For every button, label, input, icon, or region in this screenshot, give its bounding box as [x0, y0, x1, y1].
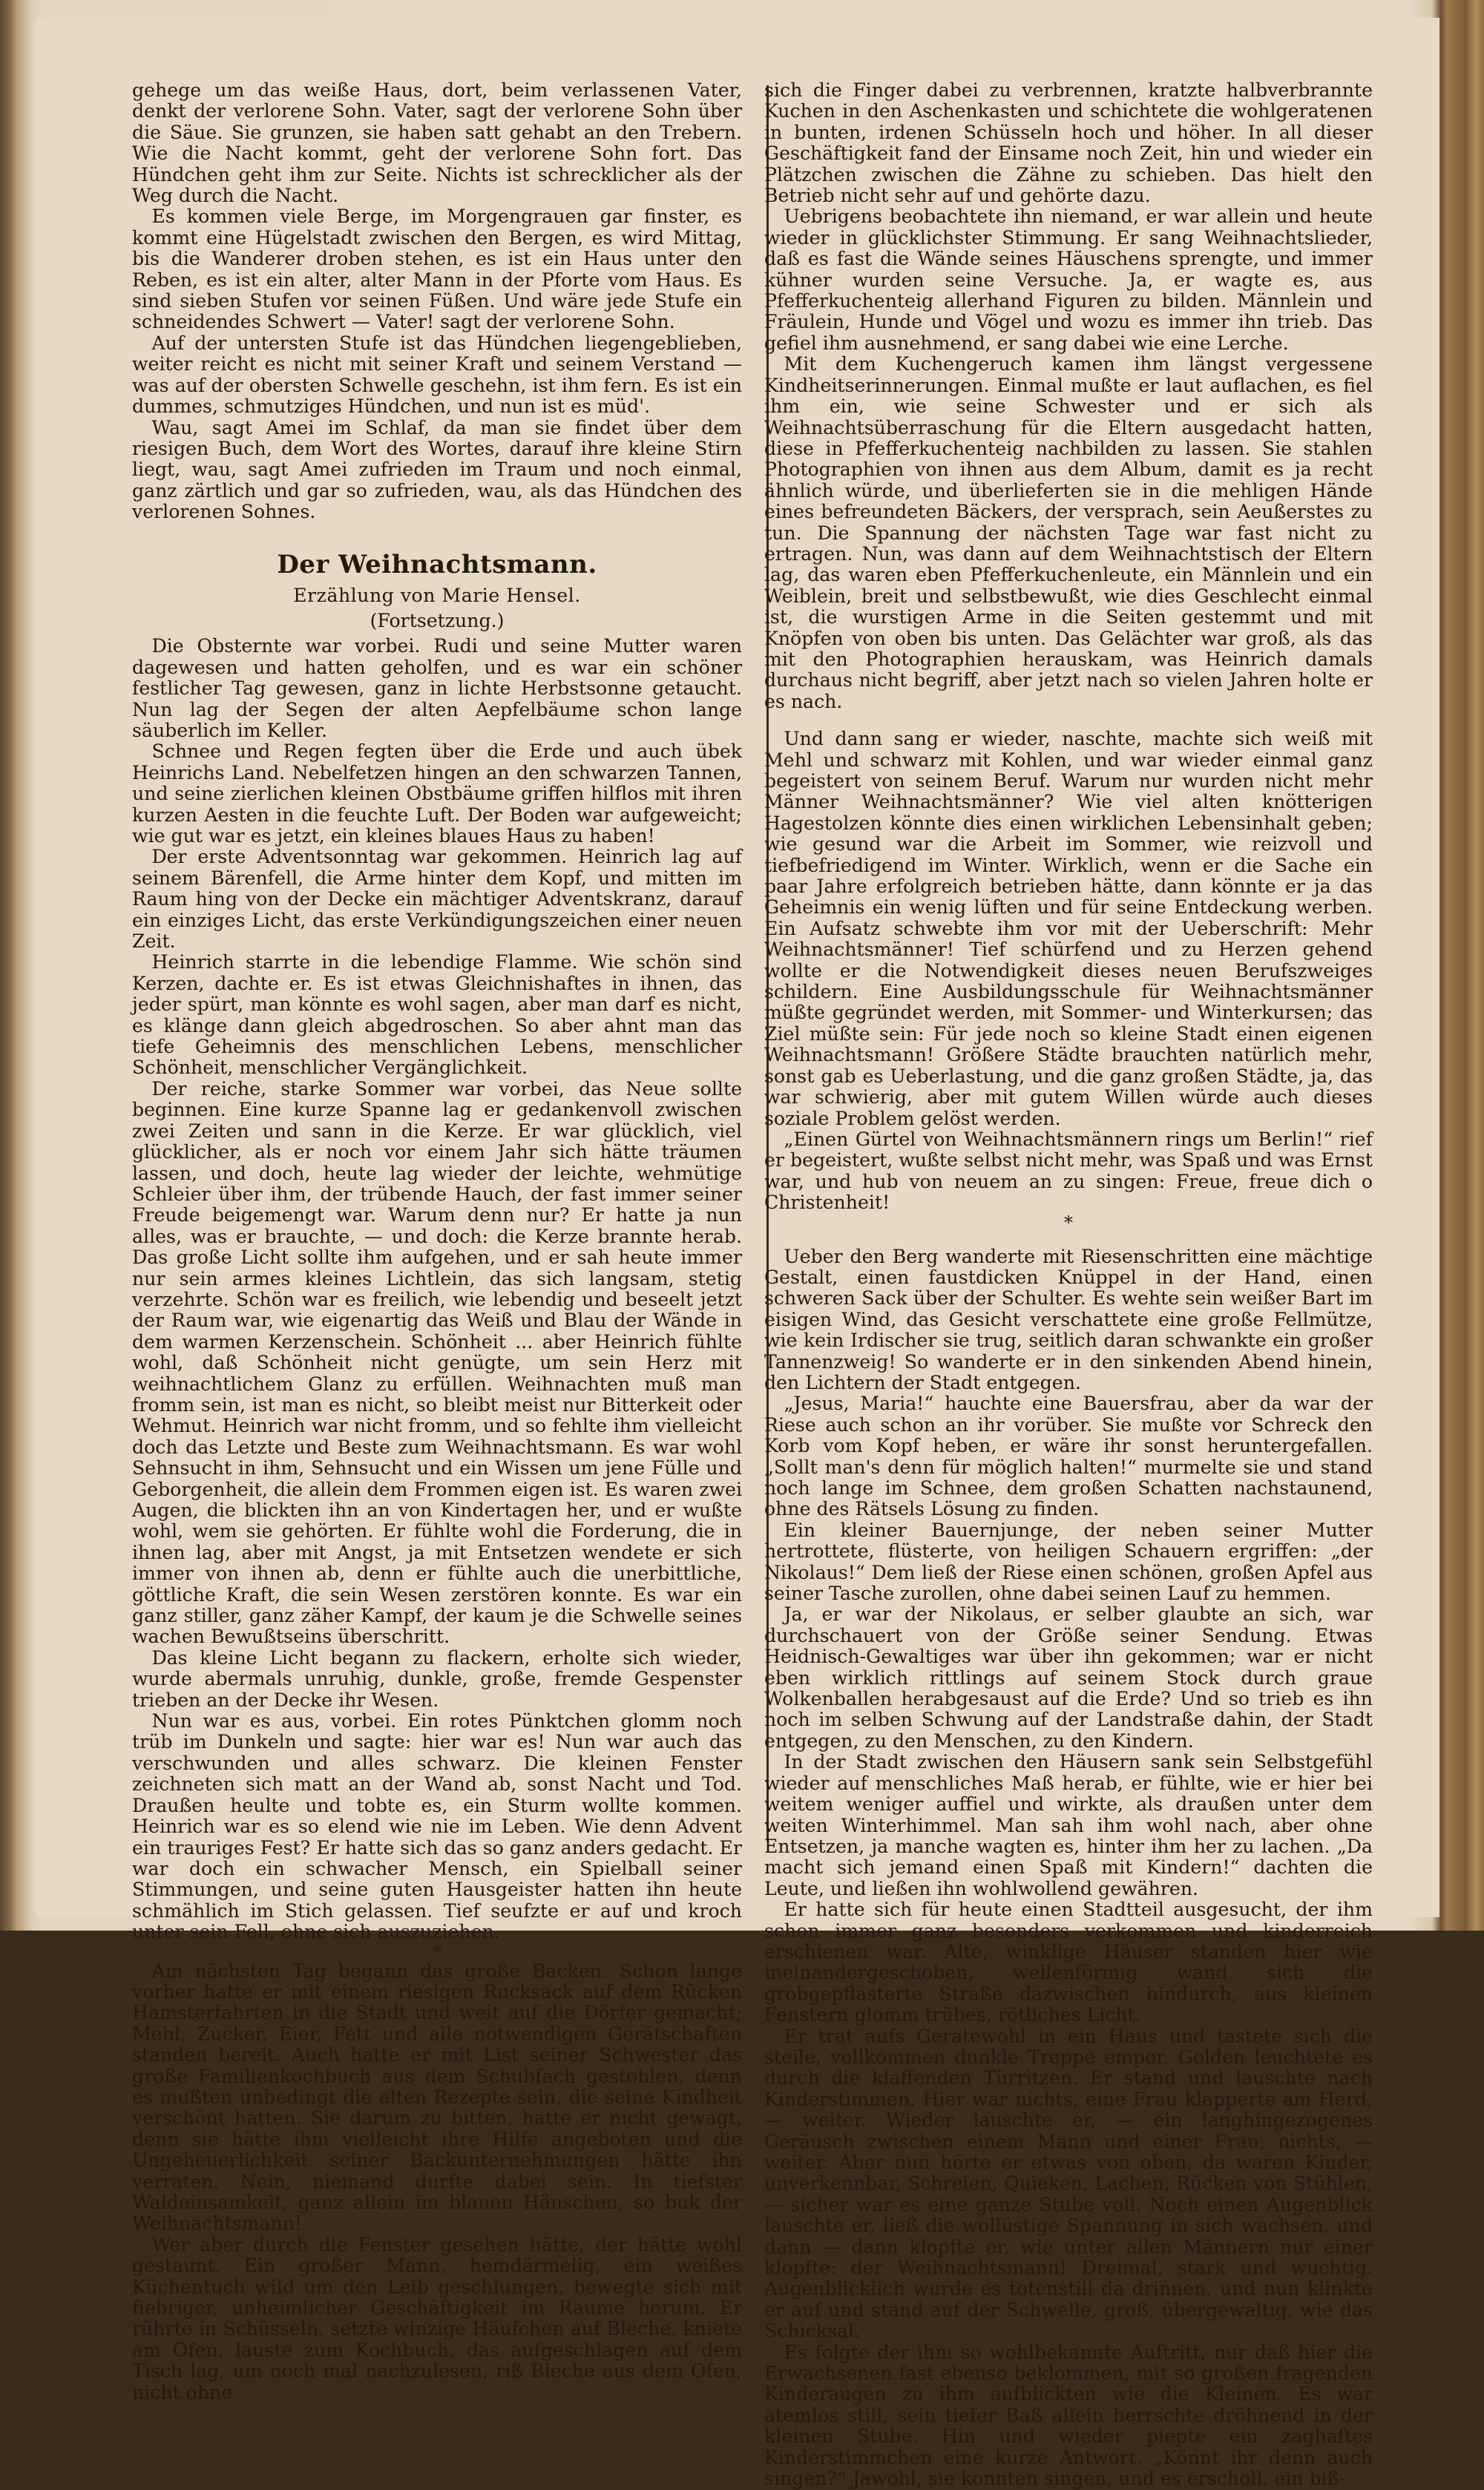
left-column: [132, 79, 742, 2403]
story-author: Erzählung von Marie Hensel.: [293, 584, 581, 606]
section-divider: *: [433, 1941, 441, 1962]
paragraph: sich die Finger dabei zu verbrennen, kratzte halbverbrannte Kuchen in den Aschenkasten und schichtete die wohlgeratenen in bunten, irdenen Schüsseln hoch und höher. In all dieser Geschäftigkeit fand der Einsame noch Zeit, hin und wieder ein Plätzchen zwischen die Zähne zu schieben. Das hielt den Betrieb nicht sehr auf und gehörte dazu.: [764, 79, 1373, 207]
paragraph: Er trat aufs Geratewohl in ein Haus und tastete sich die steile, vollkommen dunkle Treppe empor. Golden leuchtete es durch die klaffenden Türritzen. Er stand und lauschte nach Kinderstimmen. Hier war nichts, eine Frau klapperte am Herd, — weiter. Wieder lauschte er, — ein langhingezogenes Geräusch zwischen einem Mann und einer Frau, nichts, — weiter. Aber nun hörte er etwas von oben, da waren Kinder, unverkennbar, Schreien, Quieken, Lachen, Rücken von Stühlen, — sicher war es eine ganze Stube voll. Noch einen Augenblick lauschte er, ließ die wollüstige Spannung in sich wachsen, und dann — dann klopfte er, wie unter allen Männern nur einer klopfte: der Weihnachtsmann! Dreimal, stark und wuchtig. Augenblicklich wurde es totenstill da drinnen, und nun klinkte er auf und stand auf der Schwelle, groß, übergewaltig, wie das Schicksal.: [764, 2025, 1373, 2342]
paragraph: „Einen Gürtel von Weihnachtsmännern rings um Berlin!“ rief er begeistert, wußte selbst nicht mehr, was Spaß und was Ernst war, und hub von neuem an zu singen: Freue, freue dich o Christenheit!: [764, 1128, 1373, 1214]
paragraph: Nun war es aus, vorbei. Ein rotes Pünktchen glomm noch trüb im Dunkeln und sagte: hier war es! Nun war auch das verschwunden und alles schwarz. Die kleinen Fenster zeichneten sich matt an der Wand ab, sonst Nacht und Tod. Draußen heulte und tobte es, ein Sturm wollte kommen. Heinrich war es so elend wie nie im Leben. Wie denn Advent ein trauriges Fest? Er hatte sich das so ganz anders gedacht. Er war doch ein schwacher Mensch, ein Spielball seiner Stimmungen, und seine guten Hausgeister hatten ihn heute schmählich im Stich gelassen. Tief seufzte er auf und kroch unter sein Fell, ohne sich auszuziehen.: [132, 1710, 742, 1943]
paragraph: Uebrigens beobachtete ihn niemand, er war allein und heute wieder in glücklichster Stimmung. Er sang Weihnachtslieder, daß es fast die Wände seines Häuschens sprengte, und immer kühner wurden seine Versuche. Ja, er wagte es, aus Pfefferkuchenteig allerhand Figuren zu bilden. Männlein und Fräulein, Hunde und Vögel und wozu es immer ihn trieb. Das gefiel ihm ausnehmend, er sang dabei wie eine Lerche.: [764, 206, 1373, 354]
paragraph: Der erste Adventsonntag war gekommen. Heinrich lag auf seinem Bärenfell, die Arme hinter dem Kopf, und mitten im Raum hing von der Decke ein mächtiger Adventskranz, darauf ein einziges Licht, das erste Verkündigungszeichen einer neuen Zeit.: [132, 846, 742, 953]
section-divider: *: [1064, 1212, 1073, 1233]
paragraph: Heinrich starrte in die lebendige Flamme. Wie schön sind Kerzen, dachte er. Es ist etwas Gleichnishaftes in ihnen, das jeder spürt, man könnte es wohl sagen, aber man darf es nicht, es klänge dann gleich abgedroschen. So aber ahnt man das tiefe Geheimnis des menschlichen Lebens, menschlicher Schönheit, menschlicher Vergänglichkeit.: [132, 951, 742, 1079]
paragraph: Mit dem Kuchengeruch kamen ihm längst vergessene Kindheitserinnerungen. Einmal mußte er laut auflachen, es fiel ihm ein, wie seine Schwester und er sich als Weihnachtsüberraschung für die Eltern ausgedacht hatten, diese in Pfefferkuchenteig nachbilden zu lassen. Sie stahlen Photographien von ihnen aus dem Album, damit es ja recht ähnlich würde, und überlieferten sie in die mehligen Hände eines befreundeten Bäckers, der versprach, sein Aeußerstes zu tun. Die Spannung der nächsten Tage war fast nicht zu ertragen. Nun, was dann auf dem Weihnachtstisch der Eltern lag, das waren eben Pfefferkuchenleute, ein Männlein und ein Weiblein, breit und selbstbewußt, wie dies Geschlecht einmal ist, die wurstigen Arme in die Seiten gestemmt und mit Knöpfen von oben bis unten. Das Gelächter war groß, als das mit den Photographien herauskam, was Heinrich damals durchaus nicht begriff, aber jetzt nach so vielen Jahren holte er es nach.: [764, 353, 1373, 712]
right-column: [764, 79, 1373, 2490]
paragraph: Wer aber durch die Fenster gesehen hätte, der hätte wohl gestaunt. Ein großer Mann, hemdärmelig, ein weißes Küchentuch wild um den Leib geschlungen, bewegte sich mit fiebriger, unheimlicher Geschäftigkeit im Raume herum. Er rührte in Schüsseln, setzte winzige Häufchen auf Bleche, kniete am Ofen, lauste zum Kochbuch, das aufgeschlagen auf dem Tisch lag, um noch mal nachzulesen, riß Bleche aus dem Ofen, nicht ohne: [132, 2233, 742, 2403]
paragraph: Das kleine Licht begann zu flackern, erholte sich wieder, wurde abermals unruhig, dunkle, große, fremde Gespenster trieben an der Decke ihr Wesen.: [132, 1646, 742, 1711]
paragraph: gehege um das weiße Haus, dort, beim verlassenen Vater, denkt der verlorene Sohn. Vater, sagt der verlorene Sohn über die Säue. Sie grunzen, sie haben satt gehabt an den Trebern. Wie die Nacht kommt, geht der verlorene Sohn fort. Das Hündchen geht ihm zur Seite. Nichts ist schrecklicher als der Weg durch die Nacht.: [132, 79, 742, 207]
paragraph: Die Obsternte war vorbei. Rudi und seine Mutter waren dagewesen und hatten geholfen, und es war ein schöner festlicher Tag gewesen, ganz in lichte Herbstsonne getaucht. Nun lag der Segen der alten Aepfelbäume schon lange säuberlich im Keller.: [132, 635, 742, 741]
paragraph: Es folgte der ihm so wohlbekannte Auftritt, nur daß hier die Erwachsenen fast ebenso beklommen, mit so großen fragenden Kinderaugen zu ihm aufblickten wie die Kleinen. Es war atemlos still, sein tiefer Baß allein herrschte dröhnend in der kleinen Stube. Hin und wieder piepte ein zaghaftes Kinderstimmchen eine kurze Antwort. „Könnt ihr denn auch singen?“ Jawohl, sie konnten singen, und es erscholl, ein biß-: [764, 2341, 1373, 2490]
paragraph: Es kommen viele Berge, im Morgengrauen gar finster, es kommt eine Hügelstadt zwischen den Bergen, es wird Mittag, bis die Wanderer droben stehen, es ist ein Haus unter den Reben, es ist ein alter, alter Mann in der Pforte vom Haus. Es sind sieben Stufen vor seinen Füßen. Und wäre jede Stufe ein schneidendes Schwert — Vater! sagt der verlorene Sohn.: [132, 206, 742, 333]
paragraph: Wau, sagt Amei im Schlaf, da man sie findet über dem riesigen Buch, dem Wort des Wortes, darauf ihre kleine Stirn liegt, wau, sagt Amei zufrieden im Traum und noch einmal, ganz zärtlich und gar so zufrieden, wau, als das Hündchen des verlorenen Sohnes.: [132, 416, 742, 523]
paragraph: Ueber den Berg wanderte mit Riesenschritten eine mächtige Gestalt, einen faustdicken Knüppel in der Hand, einen schweren Sack über der Schulter. Es wehte sein weißer Bart im eisigen Wind, das Gesicht verschattete eine große Fellmütze, wie kein Irdischer sie trug, seitlich daran schwankte ein großer Tannenzweig! So wanderte er in den sinkenden Abend hinein, den Lichtern der Stadt entgegen.: [764, 1245, 1373, 1393]
paragraph: In der Stadt zwischen den Häusern sank sein Selbstgefühl wieder auf menschliches Maß herab, er fühlte, wie er hier bei weitem weniger auffiel und wirkte, als draußen unter dem weiten Winterhimmel. Man sah ihm wohl nach, aber ohne Entsetzen, ja manche wagten es, hinter ihm her zu lachen. „Da macht sich jemand einen Spaß mit Kindern!“ dachten die Leute, und ließen ihn wohlwollend gewähren.: [764, 1751, 1373, 1899]
paragraph: Ja, er war der Nikolaus, er selber glaubte an sich, war durchschauert von der Größe seiner Sendung. Etwas Heidnisch-Gewaltiges war über ihn gekommen; war er nicht eben wirklich rittlings auf seinem Stock durch graue Wolkenballen herabgesaust auf die Erde? Und so trieb es ihn noch im selben Schwung auf der Landstraße dahin, der Stadt entgegen, zu den Menschen, zu den Kindern.: [764, 1603, 1373, 1752]
paragraph: Ein kleiner Bauernjunge, der neben seiner Mutter hertrottete, flüsterte, von heiligen Schauern ergriffen: „der Nikolaus!“ Dem ließ der Riese einen schönen, großen Apfel aus seiner Tasche zurollen, ohne dabei seinen Lauf zu hemmen.: [764, 1519, 1373, 1605]
story-title: Der Weihnachtsmann.: [277, 549, 597, 579]
paragraph: Und dann sang er wieder, naschte, machte sich weiß mit Mehl und schwarz mit Kohlen, und war wieder einmal ganz begeistert von seinem Beruf. Warum nur wurden nicht mehr Männer Weihnachtsmänner? Wie viel alten knötterigen Hagestolzen könnte dies einen wirklichen Lebensinhalt geben; wie gesund war die Arbeit im Sommer, wie reizvoll und tiefbefriedigend im Winter. Wirklich, wenn er die Sache ein paar Jahre erfolgreich betrieben hätte, dann könnte er ja das Geheimnis ein wenig lüften und für seine Entdeckung werben. Ein Aufsatz schwebte ihm vor mit der Ueberschrift: Mehr Weihnachtsmänner! Tief schürfend und zu Herzen gehend wollte er die Notwendigkeit dieses neuen Berufszweiges schildern. Eine Ausbildungsschule für Weihnachtsmänner müßte gegründet werden, mit Sommer- und Winterkursen; das Ziel müßte sein: Für jede noch so kleine Stadt einen eigenen Weihnachtsmann! Größere Städte brauchten natürlich mehr, sonst gab es Ueberlastung, und die ganz großen Städte, ja, das war schwierig, aber mit gutem Willen würde auch dieses soziale Problem gelöst werden.: [764, 728, 1373, 1129]
paragraph: „Jesus, Maria!“ hauchte eine Bauersfrau, aber da war der Riese auch schon an ihr vorüber. Sie mußte vor Schreck den Korb vom Kopf heben, er wäre ihr sonst heruntergefallen. „Sollt man's denn für möglich halten!“ murmelte sie und stand noch lange im Schnee, dem großen Schatten nachstaunend, ohne des Rätsels Lösung zu finden.: [764, 1393, 1373, 1520]
paragraph: Er hatte sich für heute einen Stadtteil ausgesucht, der ihm schon immer ganz besonders verkommen und kinderreich erschienen war. Alte, winklige Häuser standen hier wie ineinandergeschoben, wellenförmig wand sich die grobgepflasterte Straße dazwischen hindurch, aus kleinen Fenstern glomm trübes, rötliches Licht.: [764, 1899, 1373, 2026]
paragraph: Schnee und Regen fegten über die Erde und auch übek Heinrichs Land. Nebelfetzen hingen an den schwarzen Tannen, und seine zierlichen kleinen Obstbäume griffen hilflos mit ihren kurzen Aesten in die feuchte Luft. Der Boden war aufgeweicht; wie gut war es jetzt, ein kleines blaues Haus zu haben!: [132, 740, 742, 847]
paragraph: Auf der untersten Stufe ist das Hündchen liegengeblieben, weiter reicht es nicht mit seiner Kraft und seinem Verstand — was auf der obersten Schwelle geschehn, ist ihm fern. Es ist ein dummes, schmutziges Hündchen, und nun ist es müd'.: [132, 332, 742, 418]
paragraph: Am nächsten Tag begann das große Backen. Schon lange vorher hatte er mit einem riesigen Rucksack auf dem Rücken Hamsterfahrten in die Stadt und weit auf die Dörfer gemacht; Mehl, Zucker, Eier, Fett und alle notwendigen Gerätschaften standen bereit. Auch hatte er mit List seiner Schwester das große Familienkochbuch aus dem Schubfach gestohlen, denn es mußten unbedingt die alten Rezepte sein, die seine Kindheit verschönt hatten. Sie darum zu bitten, hatte er nicht gewagt, denn sie hätte ihm vielleicht ihre Hilfe angeboten und die Ungeheuerlichkeit seiner Backunternehmungen hätte ihn verraten. Nein, niemand durfte dabei sein. In tiefster Waldeinsamkeit, ganz allein im blauen Häuschen, so buk der Weihnachtsmann!: [132, 1960, 742, 2235]
paragraph: Der reiche, starke Sommer war vorbei, das Neue sollte beginnen. Eine kurze Spanne lag er gedankenvoll zwischen zwei Zeiten und sann in die Kerze. Er war glücklich, viel glücklicher, als er noch vor einem Jahr sich hätte träumen lassen, und doch, heute lag wieder der leichte, wehmütige Schleier über ihm, der trübende Hauch, der fast immer seiner Freude beigemengt war. Warum denn nur? Er hatte ja nun alles, was er brauchte, — und doch: die Kerze brannte herab. Das große Licht sollte ihm aufgehen, und er sah heute immer nur sein armes kleines Lichtlein, das sich langsam, stetig verzehrte. Schön war es freilich, wie lebendig und beseelt jetzt der Raum war, wie eigenartig das Weiß und Blau der Wände in dem warmen Kerzenschein. Schönheit ... aber Heinrich fühlte wohl, daß Schönheit nicht genügte, um sein Herz mit weihnachtlichem Glanz zu erfüllen. Weihnachten muß man fromm sein, ist man es nicht, so bleibt meist nur Bitterkeit oder Wehmut. Heinrich war nicht fromm, und so fehlte ihm vielleicht doch das Letzte und Beste zum Weihnachtsmann. Es war wohl Sehnsucht in ihm, Sehnsucht und ein Wissen um jene Fülle und Geborgenheit, die allein dem Frommen eigen ist. Es waren zwei Augen, die blickten ihn an von Kindertagen her, und er wußte wohl, wem sie gehörten. Er fühlte wohl die Forderung, die in ihnen lag, aber mit Angst, ja mit Entsetzen wendete er sich immer von ihnen ab, denn er fühlte auch die unerbittliche, göttliche Kraft, die sein Wesen zerstören konnte. Es war ein ganz stiller, ganz zäher Kampf, der kaum je die Schwelle seines wachen Bewußtseins überschritt.: [132, 1077, 742, 1648]
continuation-note: (Fortsetzung.): [370, 609, 505, 631]
